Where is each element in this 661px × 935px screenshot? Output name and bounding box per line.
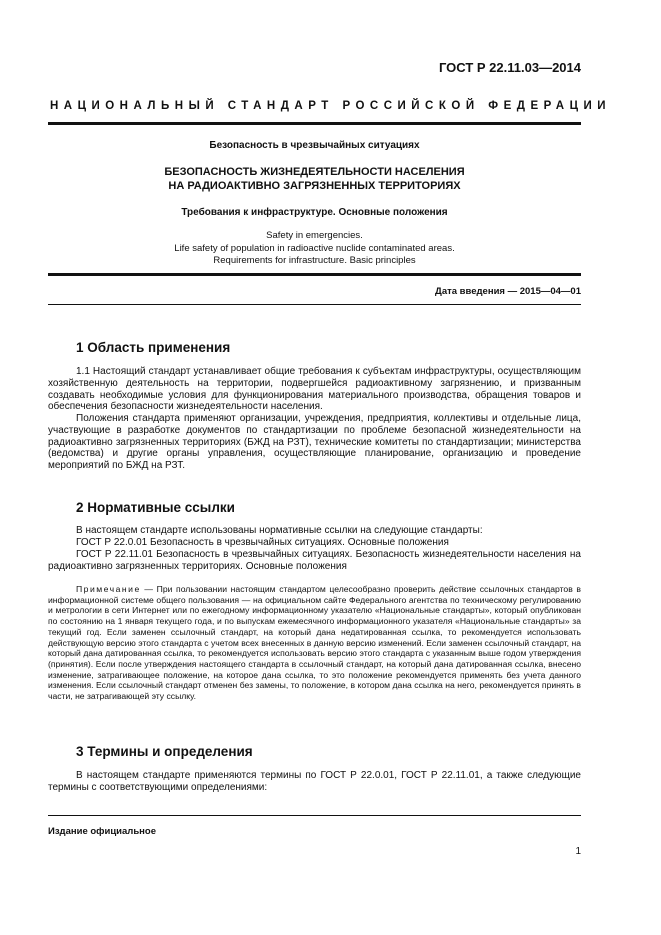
note-text: — При пользовании настоящим стандартом целесообразно проверить действие ссылочных стандартов в информационной системе общего пользования — на официальном сайте Федерального агентства по техническому регулированию и метрологии в сети Интернет или по ежегодному информационному указателю «Национальные стандарты», который опубликован по состоянию на 1 января текущего года, и по выпускам ежемесячного информационного указателя «Национальные стандарты» за текущий год. Если заменен ссылочный стандарт, на который дана недатированная ссылка, то рекомендуется использовать действующую версию этого стандарта с учетом всех внесенных в данную версию изменений. Если заменен ссылочный стандарт, на который дана датированная ссылка, то рекомендуется использовать версию этого стандарта с указанным выше годом утверждения (принятия). Если после утверждения настоящего стандарта в ссылочный стандарт, на который дана датированная ссылка, внесено изменение, затрагивающее положение, на которое дана ссылка, то это положение рекомендуется применять без учета данного изменения. Если ссылочный стандарт отменен без замены, то положение, в котором дана ссылка на него, рекомендуется принять в части, не затрагивающей эту ссылку. xyxy=(48,584,581,702)
english-title xyxy=(48,230,581,268)
english-line-1: Safety in emergencies. xyxy=(266,230,363,241)
document-title xyxy=(48,165,581,193)
document-number: ГОСТ Р 22.11.03—2014 xyxy=(438,60,581,75)
section-1-heading: 1 Область применения xyxy=(76,340,231,355)
official-edition-label: Издание официальное xyxy=(48,826,156,837)
reference-2: ГОСТ Р 22.11.01 Безопасность в чрезвычайных ситуациях. Безопасность жизнедеятельности населения на радиоактивно загрязненных территориях. Основные положения xyxy=(48,549,581,572)
title-line-1: БЕЗОПАСНОСТЬ ЖИЗНЕДЕЯТЕЛЬНОСТИ НАСЕЛЕНИЯ xyxy=(164,166,465,178)
english-line-2: Life safety of population in radioactive nuclide contaminated areas. xyxy=(174,242,455,254)
document-subtitle: Требования к инфраструктуре. Основные положения xyxy=(181,207,448,218)
national-standard-heading: НАЦИОНАЛЬНЫЙ СТАНДАРТ РОССИЙСКОЙ ФЕДЕРАЦИИ xyxy=(49,100,612,112)
date-divider xyxy=(48,304,581,305)
title-line-2: НА РАДИОАКТИВНО ЗАГРЯЗНЕННЫХ ТЕРРИТОРИЯХ xyxy=(168,180,461,192)
english-line-3: Requirements for infrastructure. Basic principles xyxy=(213,255,416,266)
title-divider xyxy=(48,273,581,276)
reference-1: ГОСТ Р 22.0.01 Безопасность в чрезвычайных ситуациях. Основные положения xyxy=(76,537,449,548)
top-divider xyxy=(48,122,581,125)
page-number: 1 xyxy=(575,846,581,857)
footer-divider xyxy=(48,815,581,816)
note-label: Примечание xyxy=(76,584,141,594)
section-1-paragraph-2: Положения стандарта применяют организации, учреждения, предприятия, коллективы и отдельные лица, участвующие в разработке документов по стандартизации по проблеме безопасной жизнедеятельности на радиоактивно загрязненных территориях (БЖД на РЗТ), технические комитеты по стандартизации; министерства (ведомства) и другие органы управления, осуществляющие планирование, организацию и проведение мероприятий по БЖД на РЗТ. xyxy=(48,413,581,471)
section-2-intro: В настоящем стандарте использованы нормативные ссылки на следующие стандарты: xyxy=(76,525,483,536)
section-2-note xyxy=(48,584,581,702)
introduction-date: Дата введения — 2015—04—01 xyxy=(435,286,581,297)
section-3-heading: 3 Термины и определения xyxy=(76,744,253,759)
section-1-paragraph-1: 1.1 Настоящий стандарт устанавливает общие требования к субъектам инфраструктуры, осуществляющим хозяйственную деятельность на территории, подвергшейся радиоактивному загрязнению, и призванным создавать необходимые условия для функционирования материального производства, обращения товаров и обеспечения безопасности жизнедеятельности населения. xyxy=(48,366,581,413)
section-3-paragraph-1: В настоящем стандарте применяются термины по ГОСТ Р 22.0.01, ГОСТ Р 22.11.01, а также следующие термины с соответствующими определениями: xyxy=(48,770,581,793)
standard-series: Безопасность в чрезвычайных ситуациях xyxy=(209,140,420,151)
section-2-heading: 2 Нормативные ссылки xyxy=(76,500,235,515)
